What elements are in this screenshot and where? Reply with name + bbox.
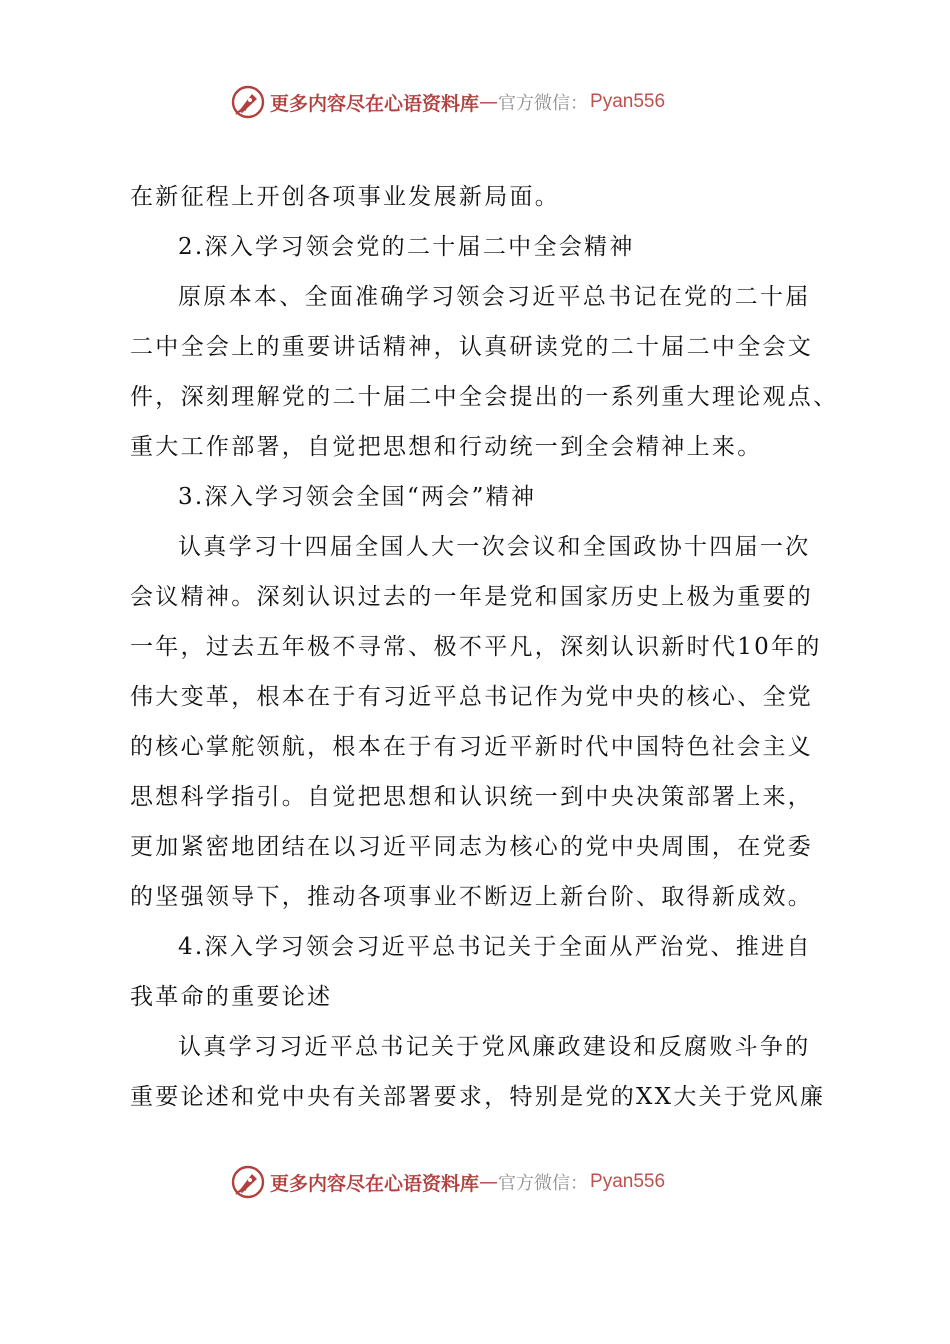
text-line: 原原本本、全面准确学习领会习近平总书记在党的二十届	[178, 284, 811, 310]
text-line: 二中全会上的重要讲话精神，认真研读党的二十届二中全会文	[130, 334, 814, 360]
section-heading-3: 3.深入学习领会全国“两会”精神	[178, 484, 537, 510]
banner-wechat-label: 官方微信：	[498, 93, 589, 114]
banner-dash: —	[479, 1171, 499, 1193]
section-heading-2: 2.深入学习领会党的二十届二中全会精神	[178, 234, 635, 260]
text-line: 会议精神。深刻认识过去的一年是党和国家历史上极为重要的	[130, 584, 814, 610]
text-line: 更加紧密地团结在以习近平同志为核心的党中央周围，在党委	[130, 834, 814, 860]
pen-nib-logo-icon	[230, 1164, 266, 1200]
banner-wechat-id: Pyan556	[590, 1171, 666, 1192]
text-line: 的坚强领导下，推动各项事业不断迈上新台阶、取得新成效。	[130, 884, 814, 910]
section-heading-4: 4.深入学习领会习近平总书记关于全面从严治党、推进自	[178, 934, 812, 960]
text-line: 在新征程上开创各项事业发展新局面。	[130, 184, 561, 210]
text-line: 重要论述和党中央有关部署要求，特别是党的XX大关于党风廉	[130, 1084, 826, 1110]
banner-dash: —	[479, 91, 499, 113]
banner-main-text: 更多内容尽在心语资料库	[270, 1172, 480, 1195]
pen-nib-logo-icon	[230, 84, 266, 120]
text-line: 的核心掌舵领航，根本在于有习近平新时代中国特色社会主义	[130, 734, 814, 760]
footer-watermark-banner	[230, 1162, 665, 1202]
text-line: 认真学习习近平总书记关于党风廉政建设和反腐败斗争的	[178, 1034, 811, 1060]
text-line: 重大工作部署，自觉把思想和行动统一到全会精神上来。	[130, 434, 763, 460]
banner-wechat-id: Pyan556	[590, 91, 666, 112]
document-body	[130, 172, 839, 1122]
text-line: 件，深刻理解党的二十届二中全会提出的一系列重大理论观点、	[130, 384, 839, 410]
section-heading-4-cont: 我革命的重要论述	[130, 984, 333, 1010]
text-line: 认真学习十四届全国人大一次会议和全国政协十四届一次	[178, 534, 811, 560]
banner-wechat-label: 官方微信：	[498, 1173, 589, 1194]
text-line: 伟大变革，根本在于有习近平总书记作为党中央的核心、全党	[130, 684, 814, 710]
banner-main-text: 更多内容尽在心语资料库	[270, 92, 480, 115]
header-watermark-banner	[230, 82, 665, 122]
text-line: 思想科学指引。自觉把思想和认识统一到中央决策部署上来，	[130, 784, 814, 810]
text-line: 一年，过去五年极不寻常、极不平凡，深刻认识新时代10年的	[130, 634, 822, 660]
